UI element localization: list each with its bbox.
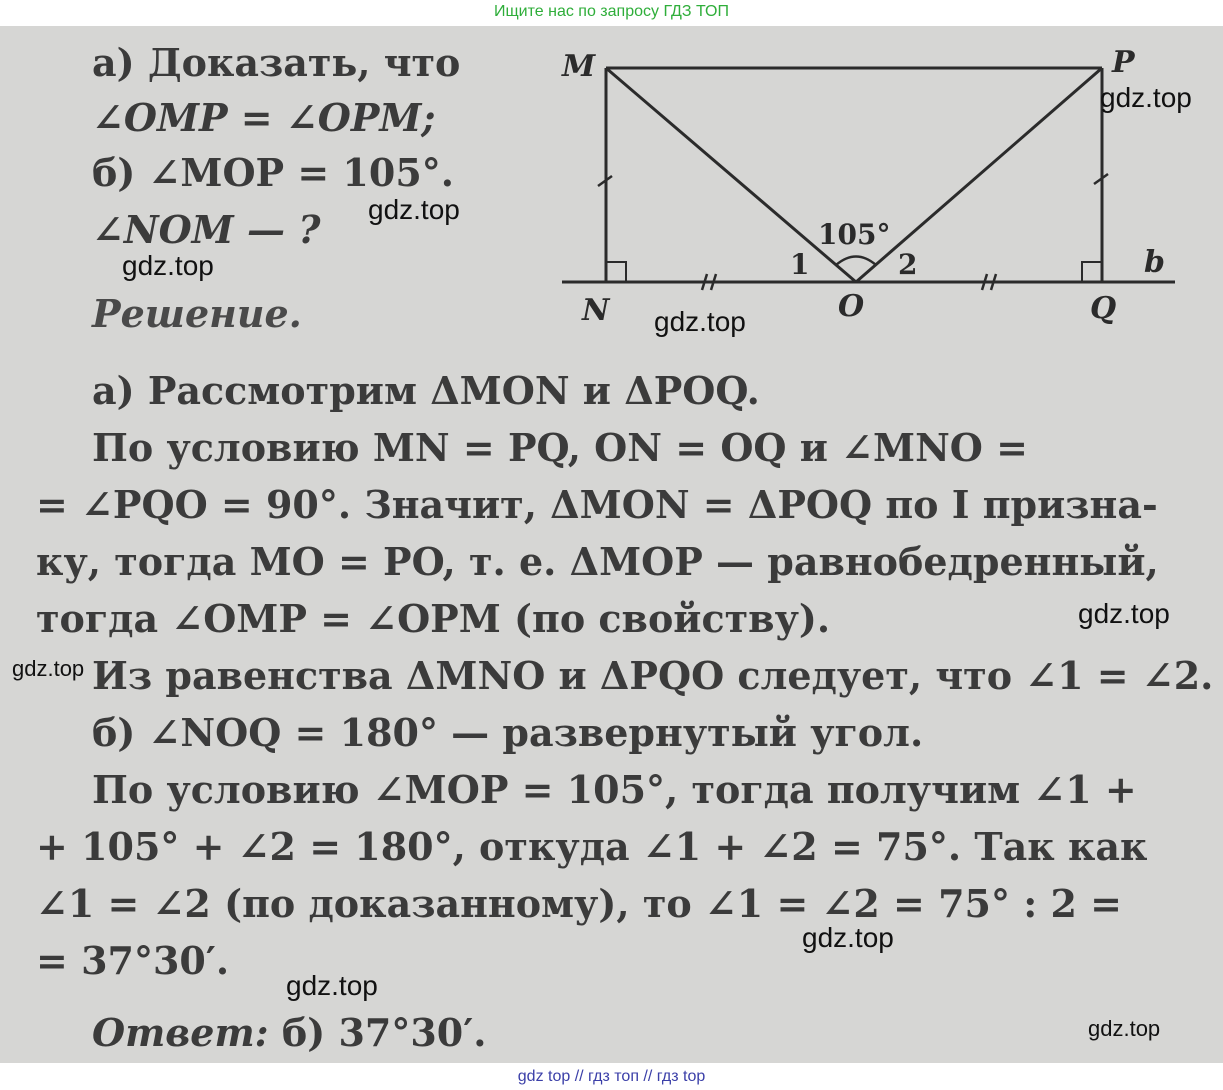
label-angle-105: 105° (818, 218, 891, 251)
watermark: gdz.top (12, 656, 85, 681)
segment-po (856, 68, 1102, 282)
watermark: gdz.top (368, 194, 460, 225)
watermark: gdz.top (122, 250, 214, 281)
solution-line-7: б) ∠NOQ = 180° — развернутый угол. (92, 710, 924, 755)
solution-line-8: По условию ∠MOP = 105°, тогда получим ∠1 + (92, 767, 1137, 812)
solution-line-5: тогда ∠OMP = ∠OPM (по свойству). (36, 596, 831, 641)
label-p: P (1112, 45, 1135, 80)
solution-line-6: Из равенства ΔMNO и ΔPQO следует, что ∠1 = ∠2. (92, 653, 1214, 698)
watermark: gdz.top (1078, 598, 1170, 629)
solution-label: Решение. (92, 291, 302, 336)
label-o: O (838, 289, 865, 324)
watermark: gdz.top (1100, 82, 1192, 113)
watermark: gdz.top (1088, 1016, 1161, 1041)
problem-line-3: б) ∠MOP = 105°. (92, 150, 454, 195)
solution-line-2: По условию MN = PQ, ON = OQ и ∠MNO = (92, 425, 1028, 470)
answer-line (92, 1011, 486, 1055)
solution-line-3: = ∠PQO = 90°. Значит, ΔMON = ΔPOQ по I призна- (36, 482, 1158, 527)
solution-line-1: а) Рассмотрим ΔMON и ΔPOQ. (92, 368, 760, 413)
label-m: M (562, 49, 596, 84)
solution-line-9: + 105° + ∠2 = 180°, откуда ∠1 + ∠2 = 75°. Так как (36, 824, 1148, 869)
label-b: b (1144, 245, 1165, 280)
problem-line-1: а) Доказать, что (92, 40, 461, 85)
header-banner[interactable]: Ищите нас по запросу ГДЗ ТОП (0, 0, 1223, 26)
right-angle-q (1082, 262, 1102, 282)
watermark: gdz.top (802, 922, 894, 953)
scanned-page (0, 26, 1223, 1063)
label-angle-1: 1 (790, 248, 810, 281)
solution-line-11: = 37°30′. (36, 938, 230, 983)
problem-line-2: ∠OMP = ∠OPM; (92, 95, 436, 140)
watermark: gdz.top (286, 970, 378, 1001)
angle-arc-mop (836, 257, 876, 266)
label-n: N (582, 293, 610, 328)
answer-label: Ответ: (92, 1010, 269, 1055)
label-angle-2: 2 (898, 248, 918, 281)
label-q: Q (1090, 291, 1117, 326)
solution-line-10: ∠1 = ∠2 (по доказанному), то ∠1 = ∠2 = 75° : 2 = (36, 881, 1122, 926)
right-angle-n (606, 262, 626, 282)
problem-line-4: ∠NOM — ? (92, 207, 321, 252)
solution-line-4: ку, тогда MO = PO, т. е. ΔMOP — равнобедренный, (36, 539, 1159, 584)
watermark: gdz.top (654, 306, 746, 337)
answer-value: б) 37°30′. (268, 1010, 487, 1055)
footer-banner[interactable]: gdz top // гдз топ // гдз top (0, 1063, 1223, 1090)
